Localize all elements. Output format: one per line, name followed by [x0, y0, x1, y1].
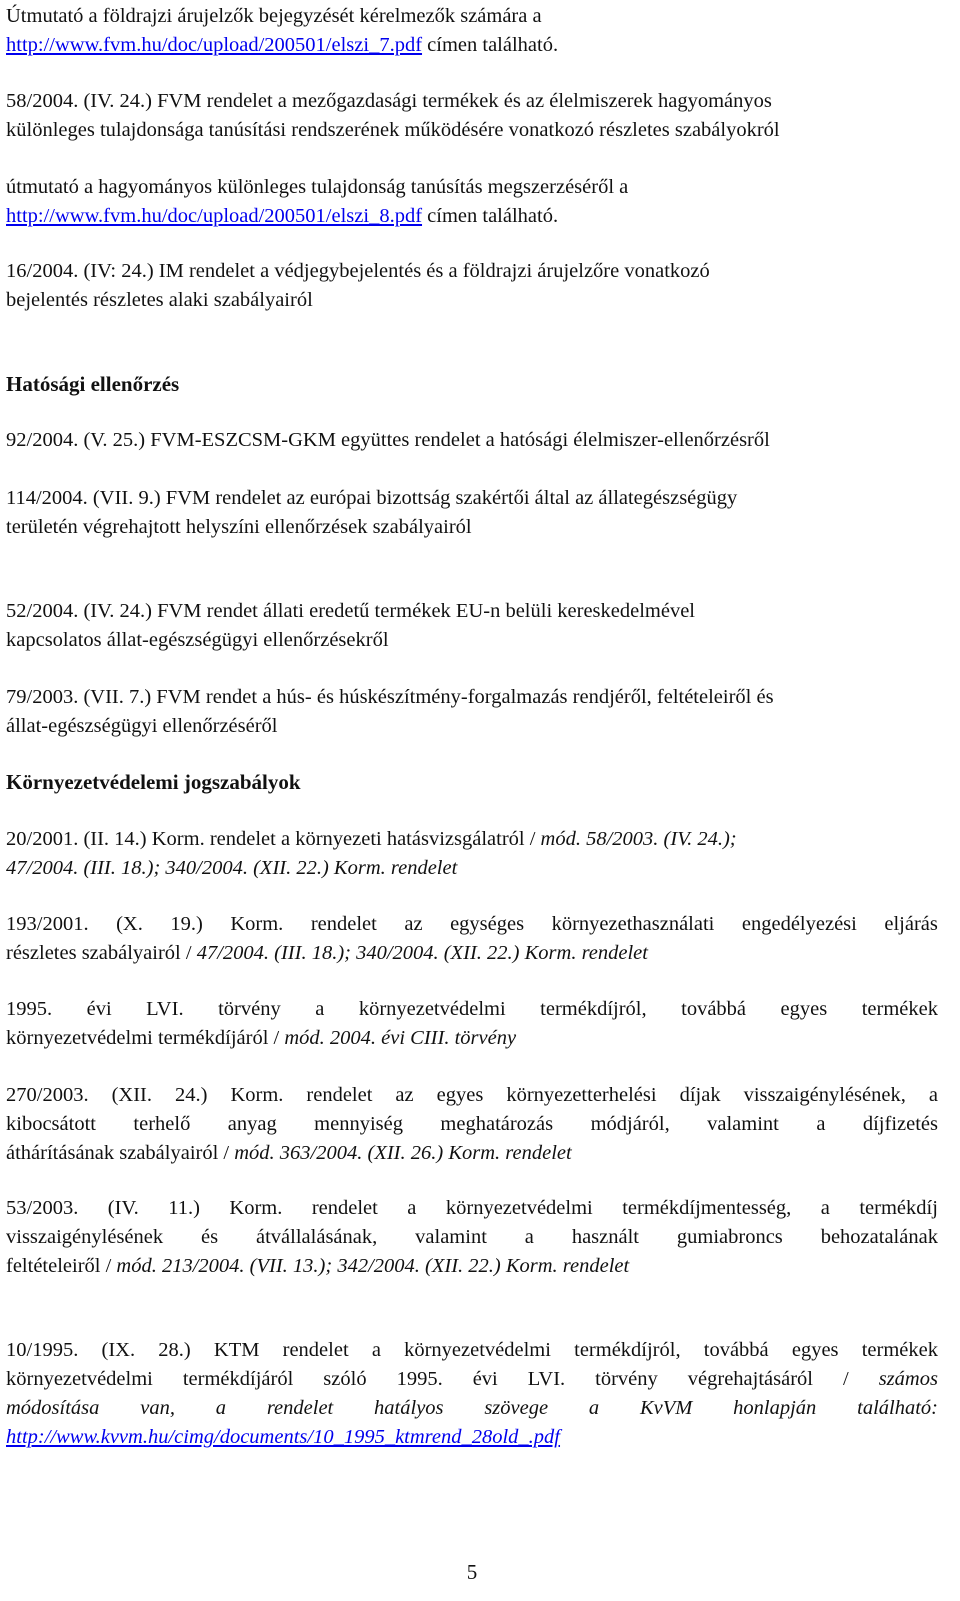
word: környezetterhelési: [506, 1084, 657, 1106]
word: eljárás: [884, 913, 938, 935]
link-suffix: címen található.: [422, 205, 559, 227]
word: a: [524, 1226, 534, 1248]
word: módjáról,: [590, 1113, 670, 1135]
text-line-justified: [6, 1223, 938, 1251]
word: Korm.: [229, 1197, 283, 1219]
word: 270/2003.: [6, 1084, 89, 1106]
word: átvállalásának,: [256, 1226, 378, 1248]
word: az: [404, 913, 423, 935]
amendment-text: mód. 363/2004. (XII. 26.) Korm. rendelet: [234, 1142, 572, 1164]
word: (XII.: [111, 1084, 152, 1106]
text-line: területén végrehajtott helyszíni ellenőrzések szabályairól: [6, 516, 472, 538]
text-line: 92/2004. (V. 25.) FVM-ESZCSM-GKM együttes rendelet a hatósági élelmiszer-ellenőrzésről: [6, 429, 770, 451]
text-line: 114/2004. (VII. 9.) FVM rendelet az európai bizottság szakértői által az állategészségügy: [6, 487, 738, 509]
text-line: 79/2003. (VII. 7.) FVM rendet a hús- és húskészítmény-forgalmazás rendjéről, feltételeiről és: [6, 686, 774, 708]
word: a: [820, 1197, 830, 1219]
text-line: Útmutató a földrajzi árujelzők bejegyzését kérelmezők számára a: [6, 5, 542, 27]
word: díjak: [679, 1084, 721, 1106]
text-span: feltételeiről /: [6, 1255, 117, 1277]
word: törvény: [595, 1368, 658, 1390]
text-line-justified: [6, 1365, 938, 1393]
word: a: [215, 1397, 227, 1419]
word: termékek: [861, 1339, 938, 1361]
word: visszaigénylésének: [6, 1226, 164, 1248]
word: termékdíjról,: [540, 998, 647, 1020]
word: a: [816, 1113, 826, 1135]
text-span: részletes szabályairól /: [6, 942, 197, 964]
text-line-justified: [6, 1394, 938, 1422]
word: egyes: [436, 1084, 484, 1106]
text-line: útmutató a hagyományos különleges tulajdonság tanúsítás megszerzéséről a: [6, 176, 629, 198]
word: egységes: [450, 913, 525, 935]
text-line-justified: [6, 995, 938, 1023]
word: valamint: [707, 1113, 779, 1135]
word: LVI.: [527, 1368, 566, 1390]
word: és: [201, 1226, 219, 1248]
text-line-justified: [6, 1336, 938, 1364]
text-line: [6, 854, 457, 882]
word: Korm.: [230, 913, 284, 935]
word: szövege: [484, 1397, 549, 1419]
pdf-link-elszi-8[interactable]: http://www.fvm.hu/doc/upload/200501/elszi_8.pdf: [6, 205, 423, 227]
word: 53/2003.: [6, 1197, 79, 1219]
word: 28.): [158, 1339, 191, 1361]
word: egyes: [780, 998, 828, 1020]
word: /: [843, 1368, 849, 1390]
text-line: 16/2004. (IV: 24.) IM rendelet a védjegybejelentés és a földrajzi árujelzőre vonatkozó: [6, 260, 710, 282]
text-line: [6, 939, 648, 967]
word: termékdíj: [859, 1197, 938, 1219]
amendment-text: mód. 2004. évi CIII. törvény: [284, 1027, 517, 1049]
text-line: bejelentés részletes alaki szabályairól: [6, 289, 313, 311]
word: környezetvédelmi: [358, 998, 506, 1020]
word: a: [371, 1339, 381, 1361]
word: díjfizetés: [862, 1113, 938, 1135]
word: anyag: [227, 1113, 277, 1135]
word: 24.): [175, 1084, 208, 1106]
word: kibocsátott: [6, 1113, 96, 1135]
word: környezetvédelmi: [6, 1368, 153, 1390]
amendment-text: számos: [878, 1368, 938, 1390]
word: rendelet: [310, 913, 377, 935]
word: 1995.: [396, 1368, 443, 1390]
word: LVI.: [146, 998, 184, 1020]
word: rendelet: [306, 1084, 373, 1106]
text-span: környezetvédelmi termékdíjáról /: [6, 1027, 285, 1049]
word: engedélyezési: [741, 913, 857, 935]
word: meghatározás: [440, 1113, 554, 1135]
word: továbbá: [681, 998, 747, 1020]
word: termékdíjmentesség,: [622, 1197, 792, 1219]
text-line-justified: [6, 910, 938, 938]
word: mennyiség: [314, 1113, 403, 1135]
section-heading-hatosagi: Hatósági ellenőrzés: [6, 372, 180, 396]
word: 11.): [168, 1197, 200, 1219]
word: környezetvédelmi: [404, 1339, 551, 1361]
word: környezethasználati: [551, 913, 715, 935]
word: visszaigénylésének,: [743, 1084, 906, 1106]
text-line: 52/2004. (IV. 24.) FVM rendet állati eredetű termékek EU-n belüli kereskedelmével: [6, 600, 696, 622]
text-line: [6, 1423, 560, 1451]
link-suffix: címen található.: [422, 34, 559, 56]
word: a: [928, 1084, 938, 1106]
word: van,: [140, 1397, 175, 1419]
word: rendelet: [282, 1339, 349, 1361]
word: termékdíjról,: [574, 1339, 681, 1361]
text-line: [6, 31, 558, 59]
word: valamint: [415, 1226, 487, 1248]
word: a: [315, 998, 325, 1020]
word: módosítása: [6, 1397, 100, 1419]
word: honlapján: [733, 1397, 817, 1419]
amendment-text: mód. 213/2004. (VII. 13.); 342/2004. (XII. 22.) Korm. rendelet: [116, 1255, 630, 1277]
text-line: kapcsolatos állat-egészségügyi ellenőrzésekről: [6, 629, 389, 651]
word: az: [395, 1084, 414, 1106]
page-number: 5: [466, 1560, 478, 1584]
word: KTM: [213, 1339, 260, 1361]
word: 19.): [170, 913, 203, 935]
text-span: áthárításának szabályairól /: [6, 1142, 235, 1164]
text-line: állat-egészségügyi ellenőrzéséről: [6, 715, 278, 737]
word: található:: [857, 1397, 938, 1419]
word: terhelő: [133, 1113, 191, 1135]
amendment-text: mód. 58/2003. (IV. 24.);: [540, 828, 737, 850]
amendment-text: 47/2004. (III. 18.); 340/2004. (XII. 22.) Korm. rendelet: [6, 857, 458, 879]
word: behozatalának: [820, 1226, 938, 1248]
word: egyes: [791, 1339, 839, 1361]
word: végrehajtásáról: [687, 1368, 813, 1390]
word: KvVM: [639, 1397, 693, 1419]
word: (X.: [116, 913, 143, 935]
word: használt: [571, 1226, 639, 1248]
word: 1995.: [6, 998, 53, 1020]
amendment-text: 47/2004. (III. 18.); 340/2004. (XII. 22.) Korm. rendelet: [196, 942, 648, 964]
text-span: 20/2001. (II. 14.) Korm. rendelet a környezeti hatásvizsgálatról /: [6, 828, 541, 850]
text-line-justified: [6, 1081, 938, 1109]
text-line-justified: [6, 1110, 938, 1138]
word: termékek: [861, 998, 938, 1020]
word: továbbá: [703, 1339, 769, 1361]
word: (IV.: [107, 1197, 139, 1219]
word: hatályos: [374, 1397, 444, 1419]
word: termékdíjáról: [182, 1368, 294, 1390]
word: a: [407, 1197, 417, 1219]
text-line: [6, 1139, 572, 1167]
pdf-link-elszi-7[interactable]: http://www.fvm.hu/doc/upload/200501/elszi_7.pdf: [6, 34, 423, 56]
section-heading-kornyezetvedelmi: Környezetvédelemi jogszabályok: [6, 770, 301, 794]
text-line: [6, 1252, 629, 1280]
text-line: 58/2004. (IV. 24.) FVM rendelet a mezőgazdasági termékek és az élelmiszerek hagyományos: [6, 90, 772, 112]
text-line: [6, 202, 558, 230]
text-line-justified: [6, 1194, 938, 1222]
word: (IX.: [101, 1339, 136, 1361]
word: környezetvédelmi: [445, 1197, 593, 1219]
word: törvény: [218, 998, 281, 1020]
word: évi: [86, 998, 112, 1020]
word: szóló: [323, 1368, 367, 1390]
text-line: [6, 1024, 516, 1052]
word: rendelet: [311, 1197, 378, 1219]
text-line: [6, 825, 737, 853]
word: évi: [472, 1368, 498, 1390]
word: a: [588, 1397, 600, 1419]
word: 10/1995.: [6, 1339, 79, 1361]
word: 193/2001.: [6, 913, 89, 935]
word: Korm.: [230, 1084, 284, 1106]
word: gumiabroncs: [676, 1226, 783, 1248]
text-line: különleges tulajdonsága tanúsítási rendszerének működésére vonatkozó részletes szabályokról: [6, 119, 780, 141]
pdf-link-kvvm[interactable]: http://www.kvvm.hu/cimg/documents/10_1995_ktmrend_28old_.pdf: [6, 1426, 561, 1448]
word: rendelet: [266, 1397, 334, 1419]
